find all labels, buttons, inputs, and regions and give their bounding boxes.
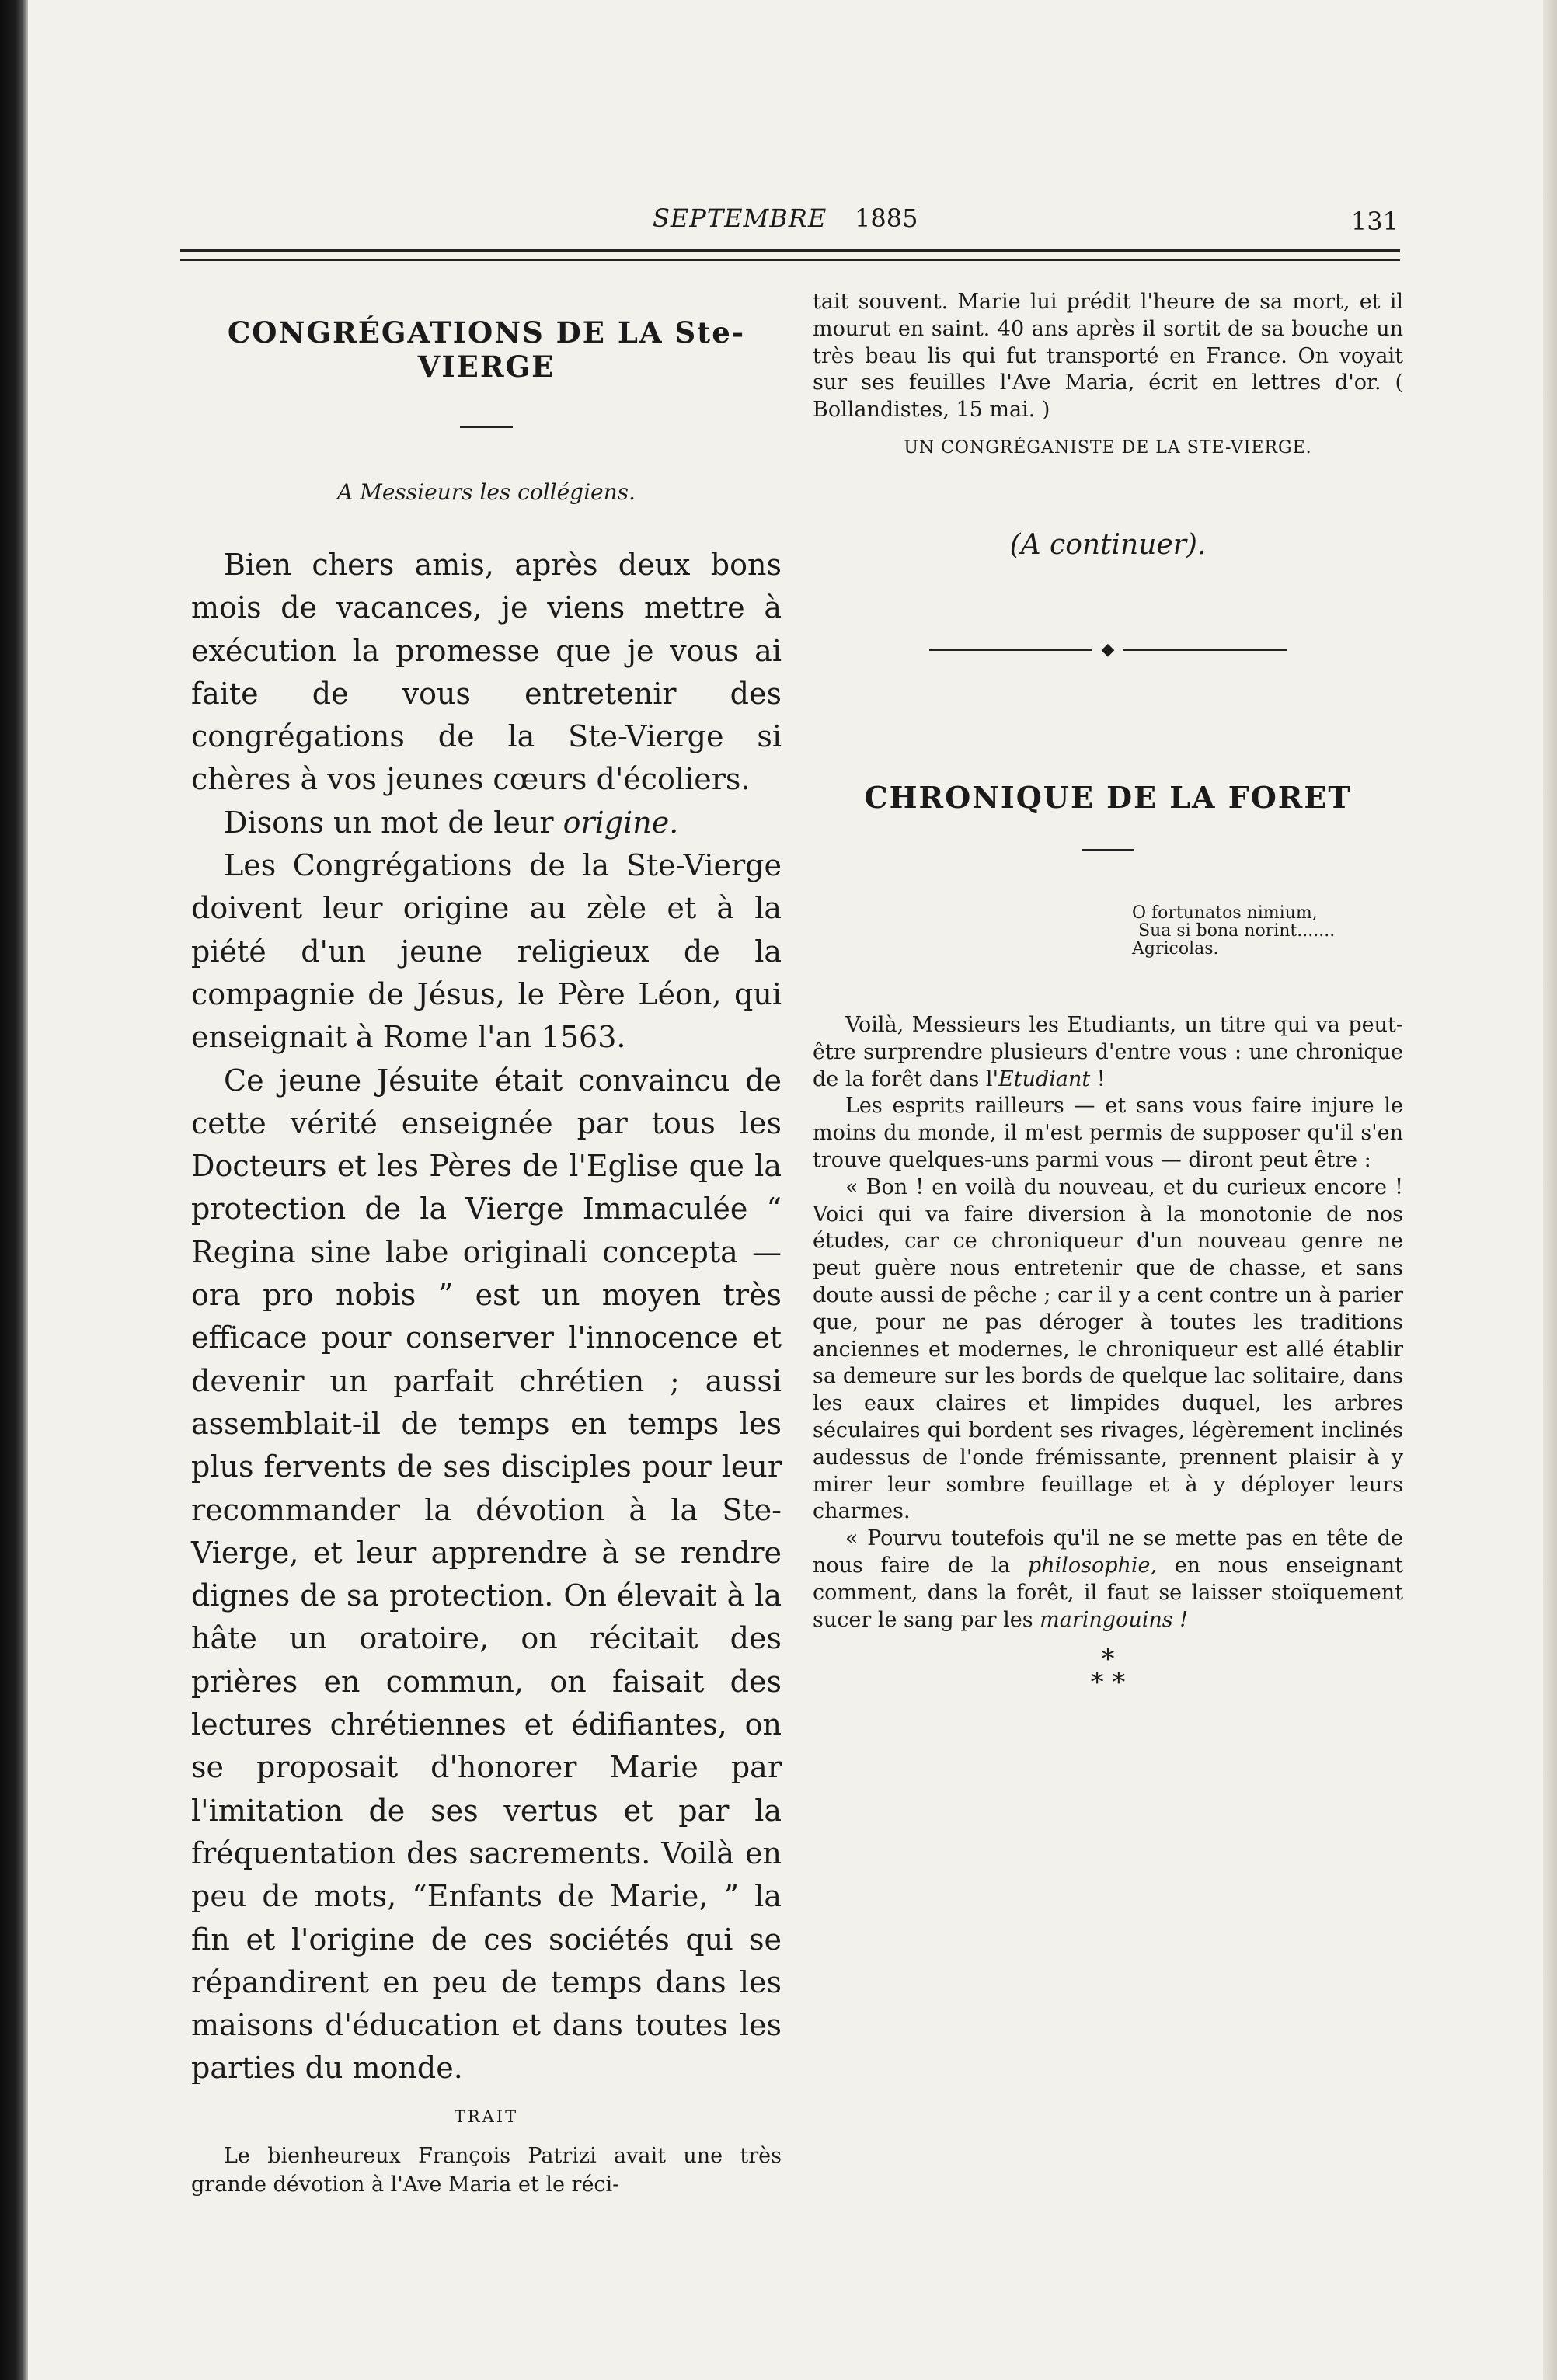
paragraph: Bien chers amis, après deux bons mois de vacances, je viens mettre à exécution la promesse que je vous ai faite de vous entretenir des congrégations de la Ste-Vierge si chères à vos jeunes cœurs d'écoliers. bbox=[191, 548, 782, 797]
paragraph-italic: Etudiant bbox=[998, 1066, 1091, 1091]
section-divider-ornament bbox=[929, 638, 1287, 662]
trait-text: Le bienheureux François Patrizi avait une très grande dévotion à l'Ave Maria et le réci- bbox=[191, 2143, 782, 2197]
page-binding-edge bbox=[0, 0, 28, 2380]
page-number: 131 bbox=[1350, 207, 1399, 236]
epigraph-line: Agricolas. bbox=[1132, 938, 1219, 959]
paragraph-italic: philosophie, bbox=[1027, 1553, 1158, 1578]
header-month: SEPTEMBRE bbox=[653, 204, 827, 233]
paragraph-text: ! bbox=[1090, 1066, 1106, 1091]
heading-dash bbox=[460, 426, 513, 428]
chronicle-dash bbox=[1082, 849, 1134, 851]
paragraph-text: « Pourvu toutefois qu'il ne se mette pas en tête de nous faire de la bbox=[813, 1526, 1403, 1578]
epigraph-line: Sua si bona norint....... bbox=[1138, 920, 1336, 941]
continue-note: (A continuer). bbox=[1009, 528, 1207, 561]
divider-flourish-icon: ◆ bbox=[1092, 641, 1123, 659]
paragraph bbox=[813, 1526, 1403, 1634]
chronicle-body bbox=[813, 1012, 1403, 1634]
section-stars bbox=[813, 1644, 1403, 1699]
star-line: * * bbox=[1090, 1667, 1126, 1699]
trait-continued: tait souvent. Marie lui prédit l'heure de sa mort, et il mourut en saint. 40 ans après il sortit de sa bouche un très beau lis qui fut transporté en France. On voyait sur ses feuilles l'Ave Maria, écrit en lettres d'or. ( Bollandistes, 15 mai. ) bbox=[813, 290, 1403, 423]
paragraph: « Bon ! en voilà du nouveau, et du curieux encore ! Voici qui va faire diversion à la monotonie de nos études, car ce chroniqueur d'un nouveau genre ne peut guère nous entretenir que de chasse, et sans doute aussi de pêche ; car il y a cent contre un à parier que, pour ne pas déroger à toutes les traditions anciennes et modernes, le chroniqueur est allé établir sa demeure sur les bords de quelque lac solitaire, dans les eaux claires et limpides duquel, les arbres séculaires qui bordent ses rivages, légèrement inclinés audessus de l'onde frémissante, prennent plaisir à y mirer leur sombre feuillage et à y déployer leurs charmes. bbox=[813, 1174, 1403, 1524]
page-right-edge bbox=[1543, 0, 1557, 2380]
header-rule-thin bbox=[180, 259, 1400, 261]
page-header bbox=[653, 204, 1399, 242]
author-signature: UN CONGRÉGANISTE DE LA STE-VIERGE. bbox=[904, 437, 1312, 458]
star-line: * bbox=[1101, 1644, 1115, 1675]
paragraph-text: en nous enseignant comment, dans la forêt, il faut se laisser stoïquement sucer le sang par les bbox=[813, 1553, 1403, 1632]
article-heading: CONGRÉGATIONS DE LA Ste-VIERGE bbox=[227, 315, 746, 384]
trait-title: TRAIT bbox=[454, 2107, 519, 2126]
epigraph-line: O fortunatos nimium, bbox=[1132, 903, 1318, 923]
right-column bbox=[813, 289, 1403, 1699]
paragraph-text: Disons un mot de leur bbox=[224, 805, 563, 840]
header-year: 1885 bbox=[855, 204, 918, 233]
dedication: A Messieurs les collégiens. bbox=[337, 479, 636, 505]
paragraph: Les esprits railleurs — et sans vous faire injure le moins du monde, il m'est permis de supposer qu'il s'en trouve quelques-uns parmi vous — diront peut être : bbox=[813, 1094, 1403, 1172]
chronicle-heading: CHRONIQUE DE LA FORET bbox=[864, 779, 1352, 815]
paragraph bbox=[191, 802, 782, 844]
paragraph-italic: maringouins ! bbox=[1040, 1607, 1189, 1632]
paragraph-italic: origine. bbox=[563, 805, 679, 840]
paragraph-text: Voilà, Messieurs les Etudiants, un titre qui va peut-être surprendre plusieurs d'entre vous : une chronique de la forêt dans l' bbox=[813, 1012, 1403, 1091]
header-rule-thick bbox=[180, 249, 1400, 252]
paragraph: Les Congrégations de la Ste-Vierge doivent leur origine au zèle et à la piété d'un jeune religieux de la compagnie de Jésus, le Père Léon, qui enseignait à Rome l'an 1563. bbox=[191, 848, 782, 1055]
paragraph: Ce jeune Jésuite était convaincu de cette vérité enseignée par tous les Docteurs et les Pères de l'Eglise que la protection de la Vierge Immaculée “ Regina sine labe originali concepta — ora pro nobis ” est un moyen très efficace pour conserver l'innocence et devenir un parfait chrétien ; aussi assemblait-il de temps en temps les plus fervents de ses disciples pour leur recommander la dévotion à la Ste-Vierge, et leur apprendre à se rendre dignes de sa protection. On élevait à la hâte un oratoire, on récitait des prières en commun, on faisait des lectures chrétiennes et édifiantes, on se proposait d'honorer Marie par l'imitation de ses vertus et par la fréquentation des sacrements. Voilà en peu de mots, “Enfants de Marie, ” la fin et l'origine de ces sociétés qui se répandirent en peu de temps dans les maisons d'éducation et dans toutes les parties du monde. bbox=[191, 1063, 782, 2086]
epigraph bbox=[1132, 904, 1403, 958]
paragraph bbox=[813, 1012, 1403, 1093]
left-column bbox=[191, 289, 782, 2199]
